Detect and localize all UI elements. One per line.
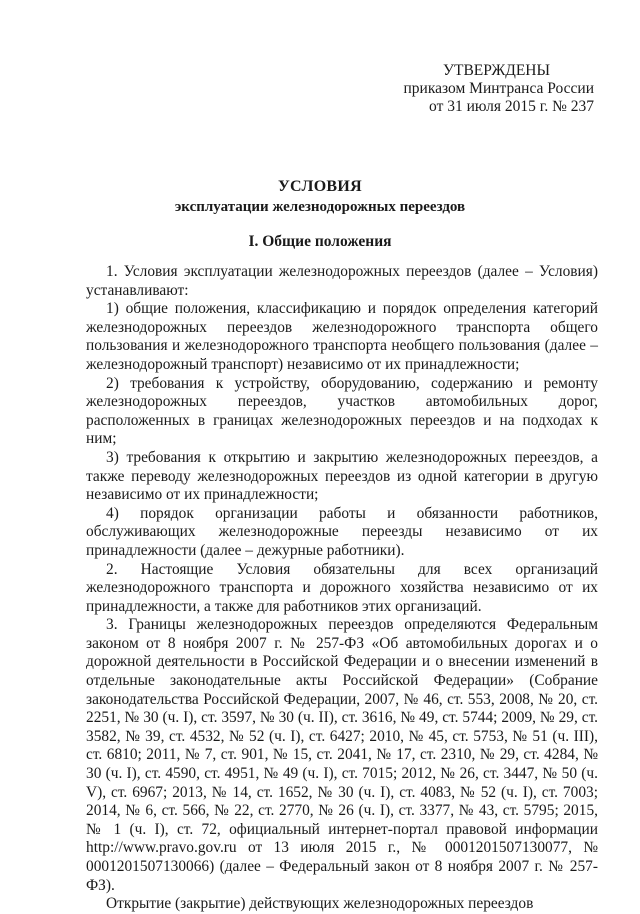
paragraph-1-item-3: 3) требования к открытию и закрытию железнодорожных переездов, а также переводу железнодорожных переездов из одной категории в другую независимо от их принадлежности; (86, 448, 598, 504)
approval-date: от 31 июля 2015 г. № 237 (429, 98, 594, 115)
approval-order: приказом Минтранса России (403, 80, 594, 97)
section-heading: I. Общие положения (248, 233, 392, 250)
document-subtitle: эксплуатации железнодорожных переездов (174, 199, 466, 215)
document-title-block (60, 177, 580, 217)
paragraph-continuation: Открытие (закрытие) действующих железнодорожных переездов (106, 895, 534, 913)
paragraph-1-item-2: 2) требования к устройству, оборудованию, содержанию и ремонту железнодорожных переездов, участков автомобильных дорог, расположенных в границах железнодорожных переездов и на подходах к ним; (86, 374, 598, 448)
document-body (86, 263, 598, 914)
approval-stamp (380, 62, 594, 116)
paragraph-3: 3. Границы железнодорожных переездов определяются Федеральным законом от 8 ноября 2007 г. № 257-ФЗ «Об автомобильных дорогах и о дорожной деятельности в Российской Федерации и о внесении изменений в отдельные законодательные акты Российской Федерации» (Собрание законодательства Российской Федерации, 2007, № 46, ст. 553, 2008, № 20, ст. 2251, № 30 (ч. I), ст. 3597, № 30 (ч. II), ст. 3616, № 49, ст. 5744; 2009, № 29, ст. 3582, № 39, ст. 4532, № 52 (ч. I), ст. 6427; 2010, № 45, ст. 5753, № 51 (ч. III), ст. 6810; 2011, № 7, ст. 901, № 15, ст. 2041, № 17, ст. 2310, № 29, ст. 4284, № 30 (ч. I), ст. 4590, ст. 4951, № 49 (ч. I), ст. 7015; 2012, № 26, ст. 3447, № 50 (ч. V), ст. 6967; 2013, № 14, ст. 1652, № 30 (ч. I), ст. 4083, № 52 (ч. I), ст. 7003; 2014, № 6, ст. 566, № 22, ст. 2770, № 26 (ч. I), ст. 3377, № 43, ст. 5795; 2015, № 1 (ч. I), ст. 72, официальный интернет-портал правовой информации http://www.pravo.gov.ru от 13 июля 2015 г., № 0001201507130077, № 0001201507130066) (далее – Федеральный закон от 8 ноября 2007 г. № 257-ФЗ). (86, 616, 598, 894)
paragraph-2: 2. Настоящие Условия обязательны для всех организаций железнодорожного транспорта и дорожного хозяйства независимо от их принадлежности, а также для работников этих организаций. (86, 560, 598, 615)
approval-heading: УТВЕРЖДЕНЫ (443, 62, 550, 79)
paragraph-1-item-4: 4) порядок организации работы и обязанности работников, обслуживающих железнодорожные переезды независимо от их принадлежности (далее – дежурные работники). (86, 504, 598, 559)
paragraph-1-item-1: 1) общие положения, классификацию и порядок определения категорий железнодорожных переездов железнодорожного транспорта общего пользования и железнодорожного транспорта необщего пользования (далее – железнодорожный транспорт) независимо от их принадлежности; (86, 300, 598, 373)
paragraph-1: 1. Условия эксплуатации железнодорожных переездов (далее – Условия) устанавливают: (86, 263, 598, 299)
document-title: УСЛОВИЯ (277, 178, 363, 195)
